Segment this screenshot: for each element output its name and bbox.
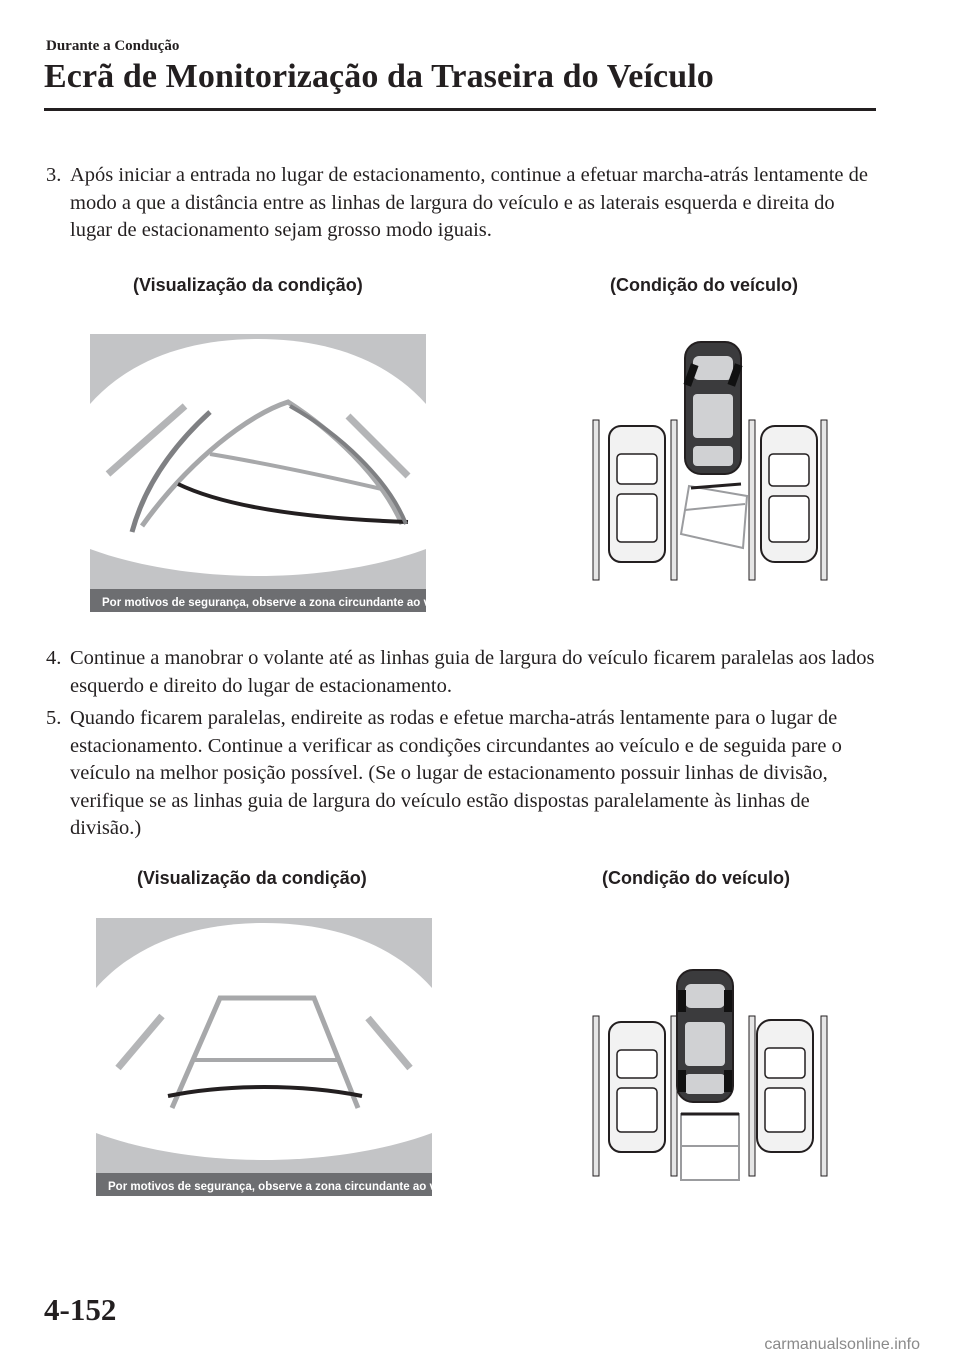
step-5 [46,705,876,843]
figure-2-camera-screen [96,918,470,1196]
title-divider [44,108,876,111]
step-4 [46,645,876,700]
figure-1-screen-note: Por motivos de segurança, observe a zona circundante ao veículo [102,597,464,609]
watermark: carmanualsonline.info [764,1336,920,1353]
figure-1-camera-screen [90,334,464,612]
figure-2-vehicle-diagram [585,966,835,1186]
figure-1-vehicle-diagram [585,334,835,584]
step-number: 5. [46,707,62,729]
step-number: 3. [46,164,62,186]
step-text: Após iniciar a entrada no lugar de estacionamento, continue a efetuar marcha-atrás lentamente de modo a que a distância entre as linhas de largura do veículo e as laterais esquerda e direita do lugar de estacionamento sejam grosso modo iguais. [70,164,868,241]
figure-1-caption-vehicle: (Condição do veículo) [610,275,799,295]
figure-2-caption-vehicle: (Condição do veículo) [602,868,791,888]
page-title: Ecrã de Monitorização da Traseira do Veículo [44,58,714,95]
step-3 [46,162,876,245]
figure-2-caption-screen: (Visualização da condição) [137,868,367,888]
page-number: 4-152 [44,1292,117,1327]
step-number: 4. [46,647,62,669]
step-text: Quando ficarem paralelas, endireite as rodas e efetue marcha-atrás lentamente para o lugar de estacionamento. Continue a verificar as condições circundantes ao veículo e de seguida pare o veículo na melhor posição possível. (Se o lugar de estacionamento possuir linhas de divisão, verifique se as linhas guia de largura do veículo estão dispostas paralelamente às linhas de divisão.) [70,707,842,839]
figure-2-screen-note: Por motivos de segurança, observe a zona circundante ao veículo [108,1181,470,1193]
step-text: Continue a manobrar o volante até as linhas guia de largura do veículo ficarem paralelas aos lados esquerdo e direito do lugar de estacionamento. [70,647,875,697]
figure-1-caption-screen: (Visualização da condição) [133,275,363,295]
section-label: Durante a Condução [46,38,180,54]
